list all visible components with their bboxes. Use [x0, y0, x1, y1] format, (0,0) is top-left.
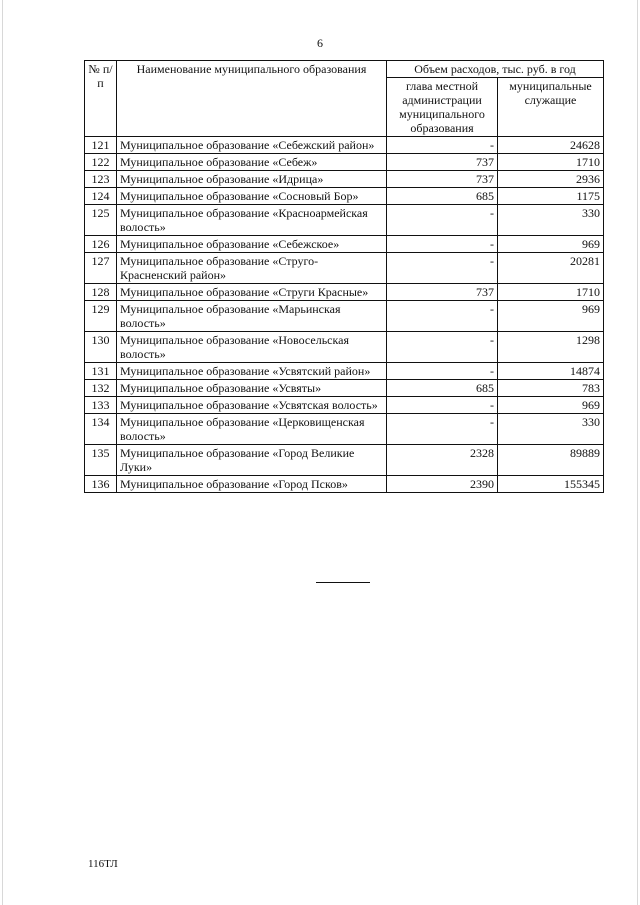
- row-name: Муниципальное образование «Усвятская волость»: [117, 397, 387, 414]
- table-row: [85, 397, 604, 414]
- table-row: [85, 284, 604, 301]
- row-municipal-staff: 969: [498, 301, 604, 332]
- row-municipal-staff: 1710: [498, 284, 604, 301]
- row-number: 132: [85, 380, 117, 397]
- row-head-admin: 2390: [387, 476, 498, 493]
- row-name: Муниципальное образование «Идрица»: [117, 171, 387, 188]
- row-municipal-staff: 2936: [498, 171, 604, 188]
- table-row: [85, 154, 604, 171]
- table-row: [85, 332, 604, 363]
- row-number: 127: [85, 253, 117, 284]
- row-name: Муниципальное образование «Себежское»: [117, 236, 387, 253]
- row-name: Муниципальное образование «Себеж»: [117, 154, 387, 171]
- table-row: [85, 236, 604, 253]
- header-head-admin: глава местной администрации муниципального образования: [387, 78, 498, 137]
- row-head-admin: -: [387, 205, 498, 236]
- row-head-admin: 685: [387, 188, 498, 205]
- table-row: [85, 414, 604, 445]
- row-municipal-staff: 20281: [498, 253, 604, 284]
- row-head-admin: -: [387, 137, 498, 154]
- table-row: [85, 445, 604, 476]
- row-number: 131: [85, 363, 117, 380]
- row-head-admin: 2328: [387, 445, 498, 476]
- row-name: Муниципальное образование «Город Псков»: [117, 476, 387, 493]
- row-head-admin: -: [387, 236, 498, 253]
- row-name: Муниципальное образование «Церковищенская волость»: [117, 414, 387, 445]
- row-name: Муниципальное образование «Себежский район»: [117, 137, 387, 154]
- row-municipal-staff: 1175: [498, 188, 604, 205]
- table-row: [85, 476, 604, 493]
- row-name: Муниципальное образование «Усвяты»: [117, 380, 387, 397]
- table-row: [85, 171, 604, 188]
- row-head-admin: -: [387, 397, 498, 414]
- row-number: 129: [85, 301, 117, 332]
- row-municipal-staff: 155345: [498, 476, 604, 493]
- row-head-admin: 737: [387, 171, 498, 188]
- row-municipal-staff: 969: [498, 397, 604, 414]
- header-num: № п/п: [85, 61, 117, 137]
- row-number: 122: [85, 154, 117, 171]
- row-municipal-staff: 1710: [498, 154, 604, 171]
- row-number: 134: [85, 414, 117, 445]
- table-row: [85, 137, 604, 154]
- closing-rule: [316, 582, 370, 583]
- table-header-row: [85, 61, 604, 78]
- header-name: Наименование муниципального образования: [117, 61, 387, 137]
- row-municipal-staff: 330: [498, 414, 604, 445]
- scan-edge-right: [637, 0, 638, 905]
- footer-code: 116ТЛ: [88, 858, 118, 870]
- row-number: 126: [85, 236, 117, 253]
- table-row: [85, 363, 604, 380]
- row-municipal-staff: 969: [498, 236, 604, 253]
- row-number: 125: [85, 205, 117, 236]
- page-number: 6: [317, 36, 323, 50]
- row-number: 136: [85, 476, 117, 493]
- row-head-admin: 737: [387, 284, 498, 301]
- row-head-admin: -: [387, 363, 498, 380]
- table-row: [85, 301, 604, 332]
- row-municipal-staff: 24628: [498, 137, 604, 154]
- table-row: [85, 253, 604, 284]
- scan-edge-left: [2, 0, 3, 905]
- row-name: Муниципальное образование «Город Великие Луки»: [117, 445, 387, 476]
- row-name: Муниципальное образование «Струго-Красненский район»: [117, 253, 387, 284]
- row-name: Муниципальное образование «Усвятский район»: [117, 363, 387, 380]
- row-municipal-staff: 89889: [498, 445, 604, 476]
- row-name: Муниципальное образование «Марьинская волость»: [117, 301, 387, 332]
- expenses-table: [84, 60, 604, 493]
- row-municipal-staff: 14874: [498, 363, 604, 380]
- row-number: 128: [85, 284, 117, 301]
- row-number: 133: [85, 397, 117, 414]
- row-name: Муниципальное образование «Красноармейская волость»: [117, 205, 387, 236]
- row-head-admin: -: [387, 301, 498, 332]
- row-number: 135: [85, 445, 117, 476]
- row-name: Муниципальное образование «Новосельская волость»: [117, 332, 387, 363]
- row-head-admin: 685: [387, 380, 498, 397]
- row-number: 123: [85, 171, 117, 188]
- row-name: Муниципальное образование «Струги Красные»: [117, 284, 387, 301]
- row-name: Муниципальное образование «Сосновый Бор»: [117, 188, 387, 205]
- row-number: 124: [85, 188, 117, 205]
- row-municipal-staff: 783: [498, 380, 604, 397]
- row-head-admin: -: [387, 253, 498, 284]
- row-head-admin: -: [387, 414, 498, 445]
- table-row: [85, 205, 604, 236]
- row-number: 130: [85, 332, 117, 363]
- row-municipal-staff: 330: [498, 205, 604, 236]
- header-expenses-group: Объем расходов, тыс. руб. в год: [387, 61, 604, 78]
- row-number: 121: [85, 137, 117, 154]
- row-municipal-staff: 1298: [498, 332, 604, 363]
- header-municipal-staff: муниципальные служащие: [498, 78, 604, 137]
- row-head-admin: 737: [387, 154, 498, 171]
- table-row: [85, 380, 604, 397]
- row-head-admin: -: [387, 332, 498, 363]
- table-row: [85, 188, 604, 205]
- table-body: [85, 137, 604, 493]
